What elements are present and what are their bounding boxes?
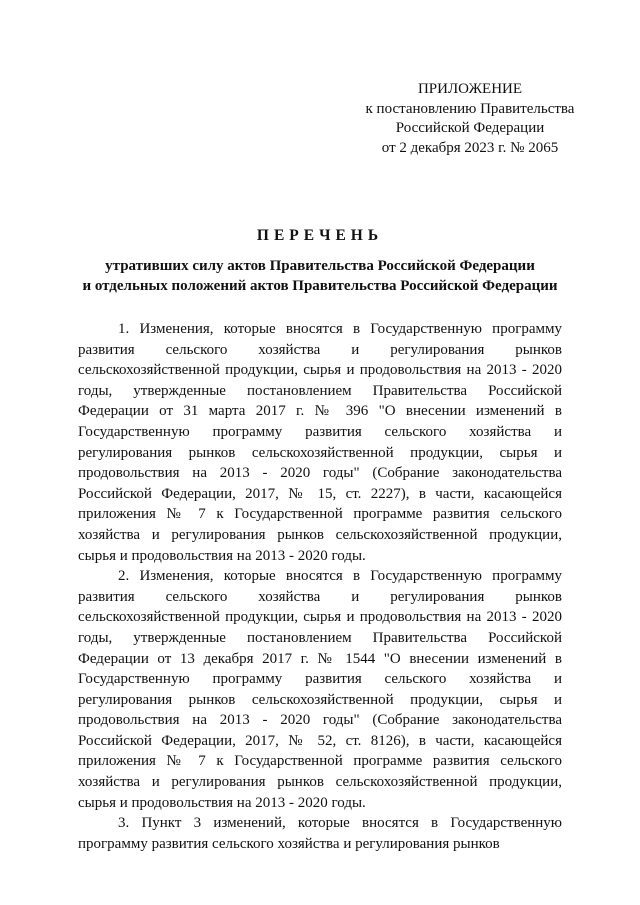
- paragraph-1: 1. Изменения, которые вносятся в Государственную программу развития сельского хозяйства и регулирования рынков сельскохозяйственной продукции, сырья и продовольствия на 2013 - 2020 годы, утвержденные постановлением Правительства Российской Федерации от 31 марта 2017 г. № 396 "О внесении изменений в Государственную программу развития сельского хозяйства и регулирования рынков сельскохозяйственной продукции, сырья и продовольствия на 2013 - 2020 годы" (Собрание законодательства Российской Федерации, 2017, № 15, ст. 2227), в части, касающейся приложения № 7 к Государственной программе развития сельского хозяйства и регулирования рынков сельскохозяйственной продукции, сырья и продовольствия на 2013 - 2020 годы.: [78, 321, 562, 564]
- appendix-line-3: от 2 декабря 2023 г. № 2065: [381, 139, 559, 156]
- appendix-label: ПРИЛОЖЕНИЕ: [417, 81, 523, 97]
- paragraph-3: 3. Пункт 3 изменений, которые вносятся в Государственную программу развития сельского хозяйства и регулирования рынков: [78, 815, 562, 852]
- document-subtitle-line-1: утративших силу актов Правительства Российской Федерации: [105, 258, 535, 274]
- document-body: [78, 319, 562, 854]
- heading-block: [60, 226, 580, 296]
- appendix-block: [340, 80, 600, 158]
- paragraph-2: 2. Изменения, которые вносятся в Государственную программу развития сельского хозяйства и регулирования рынков сельскохозяйственной продукции, сырья и продовольствия на 2013 - 2020 годы, утвержденные постановлением Правительства Российской Федерации от 13 декабря 2017 г. № 1544 "О внесении изменений в Государственную программу развития сельского хозяйства и регулирования рынков сельскохозяйственной продукции, сырья и продовольствия на 2013 - 2020 годы" (Собрание законодательства Российской Федерации, 2017, № 52, ст. 8126), в части, касающейся приложения № 7 к Государственной программе развития сельского хозяйства и регулирования рынков сельскохозяйственной продукции, сырья и продовольствия на 2013 - 2020 годы.: [78, 568, 562, 811]
- appendix-line-1: к постановлению Правительства: [365, 100, 575, 117]
- appendix-line-2: Российской Федерации: [395, 120, 545, 136]
- document-subtitle-line-2: и отдельных положений актов Правительства Российской Федерации: [82, 278, 558, 294]
- document-title: ПЕРЕЧЕНЬ: [256, 227, 384, 244]
